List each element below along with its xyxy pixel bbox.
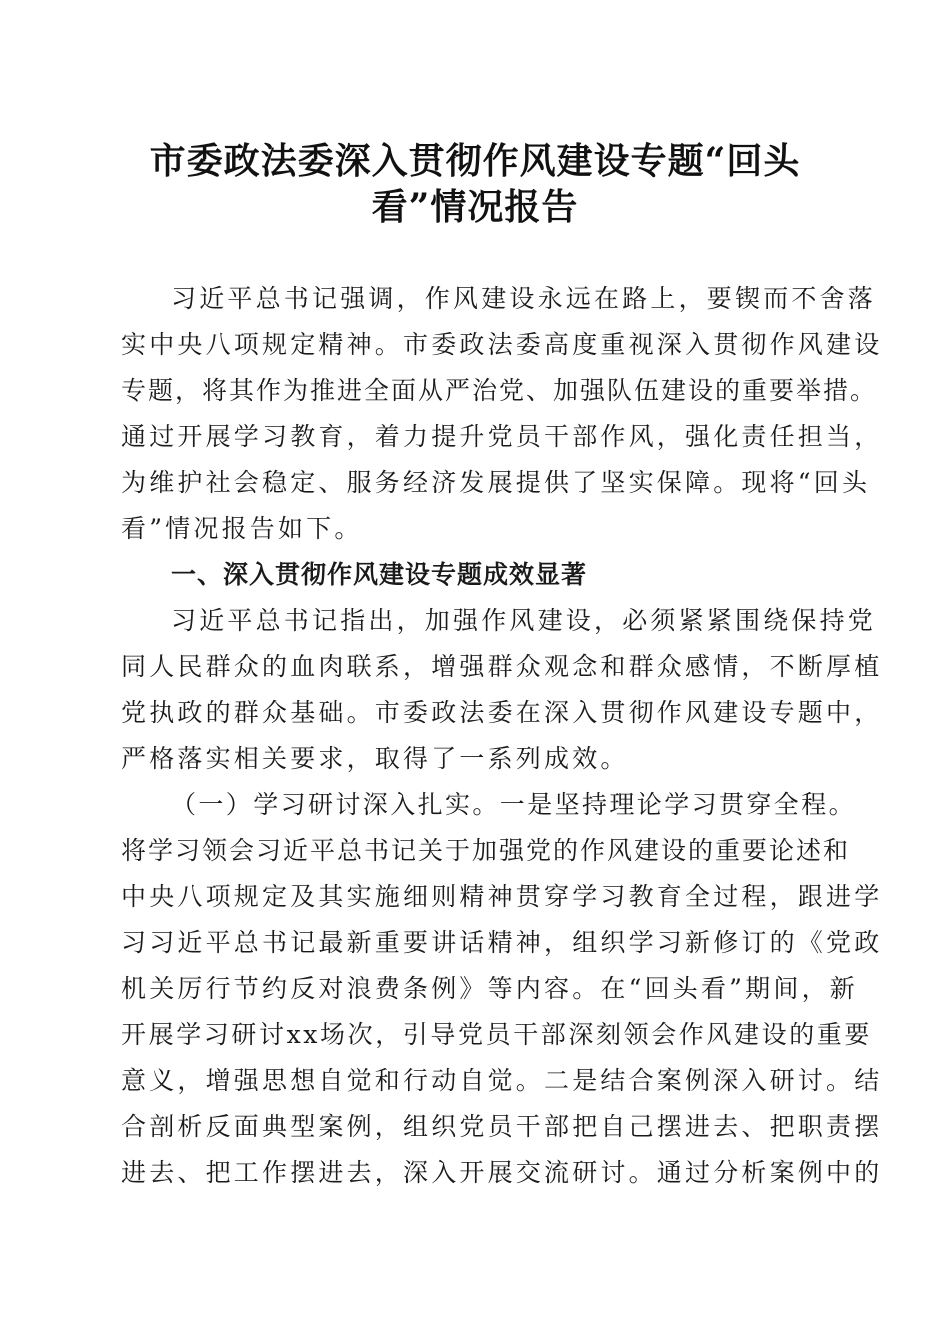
body-line: 实中央八项规定精神。市委政法委高度重视深入贯彻作风建设 [121,330,883,359]
body-line: 习习近平总书记最新重要讲话精神，组织学习新修订的《党政 [121,928,883,957]
body-line: 进去、把工作摆进去，深入开展交流研讨。通过分析案例中的 [121,1158,883,1187]
document-title-line-1: 市委政法委深入贯彻作风建设专题“回头 [149,140,801,182]
body-line: 为维护社会稳定、服务经济发展提供了坚实保障。现将“回头 [121,468,871,497]
section-heading: 一、深入贯彻作风建设专题成效显著 [171,560,588,589]
document-title-line-2: 看”情况报告 [371,186,579,228]
body-line: 看”情况报告如下。 [121,514,363,543]
subsection-heading-line: （一）学习研讨深入扎实。一是坚持理论学习贯穿全程。 [171,790,857,819]
body-line: 机关厉行节约反对浪费条例》等内容。在“回头看”期间，新 [121,974,858,1003]
body-line: 习近平总书记指出，加强作风建设，必须紧紧围绕保持党 [171,606,877,635]
body-line: 通过开展学习教育，着力提升党员干部作风，强化责任担当， [121,422,883,451]
body-line: 意义，增强思想自觉和行动自觉。二是结合案例深入研讨。结 [121,1066,883,1095]
body-line: 习近平总书记强调，作风建设永远在路上，要锲而不舍落 [171,284,877,313]
body-line: 党执政的群众基础。市委政法委在深入贯彻作风建设专题中， [121,698,883,727]
body-line: 将学习领会习近平总书记关于加强党的作风建设的重要论述和 [121,836,851,865]
body-line: 严格落实相关要求，取得了一系列成效。 [121,744,629,773]
body-line: 中央八项规定及其实施细则精神贯穿学习教育全过程，跟进学 [121,882,883,911]
body-line: 同人民群众的血肉联系，增强群众观念和群众感情，不断厚植 [121,652,883,681]
body-line: 专题，将其作为推进全面从严治党、加强队伍建设的重要举措。 [121,376,878,405]
body-line: 合剖析反面典型案例，组织党员干部把自己摆进去、把职责摆 [121,1112,883,1141]
body-line: 开展学习研讨xx场次，引导党员干部深刻领会作风建设的重要 [121,1020,873,1049]
